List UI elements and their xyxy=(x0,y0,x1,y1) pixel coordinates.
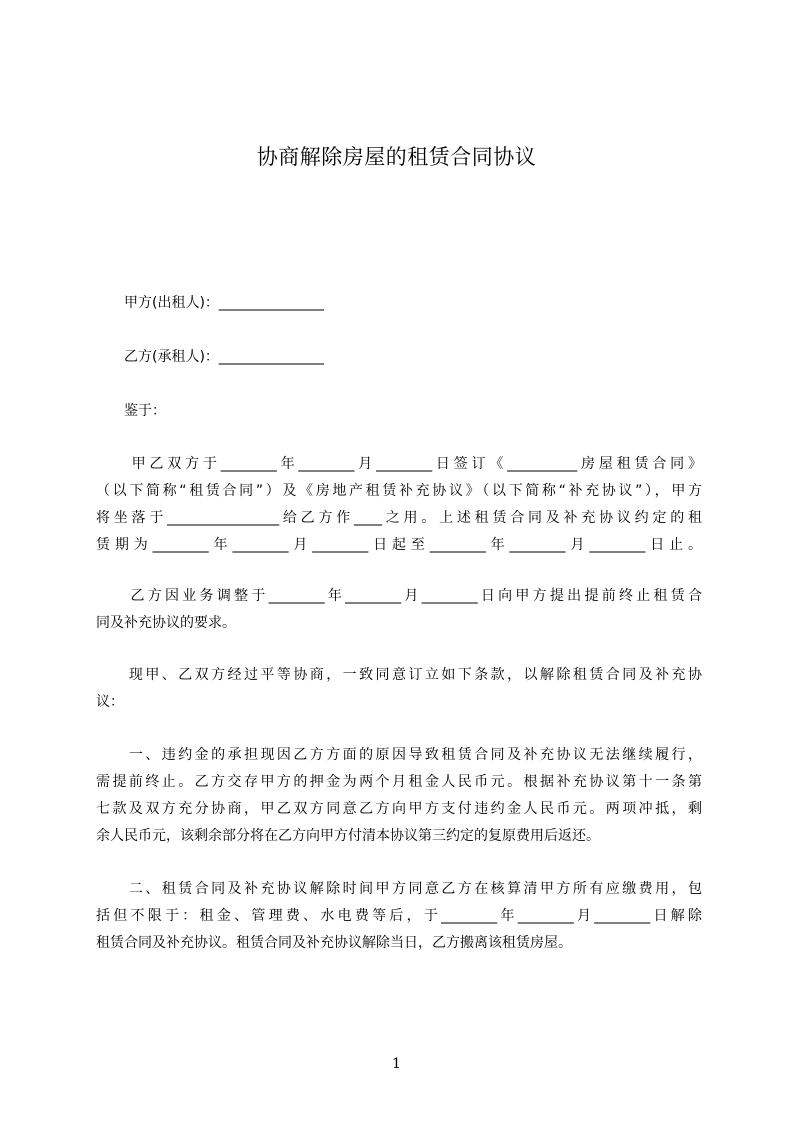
paragraph-line: 现甲、乙双方经过平等协商，一致同意订立如下条款，以解除租赁合同及补充协 xyxy=(96,667,702,683)
document-title: 协商解除房屋的租赁合同协议 xyxy=(256,145,537,169)
paragraph-line: 乙方因业务调整于________年________月________日向甲方提出提前终止租赁合 xyxy=(96,588,702,604)
paragraph-line: 将坐落于________________给乙方作____之用。上述租赁合同及补充协议约定的租 xyxy=(96,510,702,526)
paragraph-line: （以下简称“租赁合同”）及《房地产租赁补充协议》（以下简称“补充协议”），甲方 xyxy=(96,483,702,499)
paragraph-line: 赁期为________年________月________日起至________年________月________日止。 xyxy=(96,537,702,553)
paragraph-line: 需提前终止。乙方交存甲方的押金为两个月租金人民币元。根据补充协议第十一条第 xyxy=(96,774,702,790)
party-a-line: 甲方(出租人)：_______________ xyxy=(96,295,324,311)
paragraph-line: 七款及双方充分协商，甲乙双方同意乙方向甲方支付违约金人民币元。两项冲抵，剩 xyxy=(96,801,702,817)
paragraph-line: 议： xyxy=(96,694,124,710)
page-number: 1 xyxy=(392,1056,401,1072)
whereas-label: 鉴于： xyxy=(96,403,166,419)
party-b-line: 乙方(承租人)：_______________ xyxy=(96,349,324,365)
paragraph-line: 二、租赁合同及补充协议解除时间甲方同意乙方在核算清甲方所有应缴费用，包 xyxy=(96,881,702,897)
paragraph-line: 一、违约金的承担现因乙方方面的原因导致租赁合同及补充协议无法继续履行， xyxy=(96,747,702,763)
paragraph-line: 余人民币元，该剩余部分将在乙方向甲方付清本协议第三约定的复原费用后返还。 xyxy=(96,828,600,844)
paragraph-line: 租赁合同及补充协议。租赁合同及补充协议解除当日，乙方搬离该租赁房屋。 xyxy=(96,935,572,951)
paragraph-line: 括但不限于：租金、管理费、水电费等后，于________年________月________日解除 xyxy=(96,908,702,924)
paragraph-line: 甲乙双方于________年________月________日签订《__________房屋租赁合同》 xyxy=(96,456,702,472)
paragraph-line: 同及补充协议的要求。 xyxy=(96,615,236,631)
